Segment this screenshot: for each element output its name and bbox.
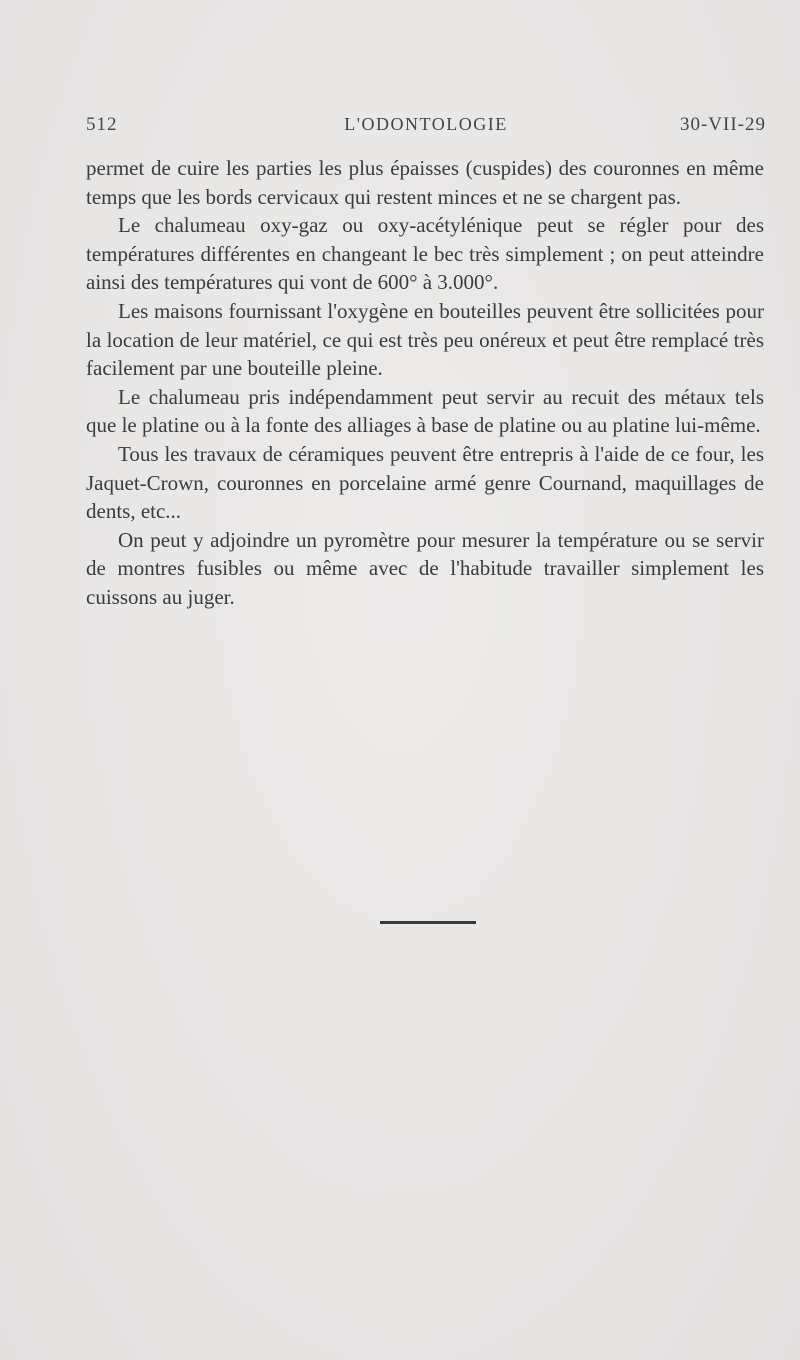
paragraph: Les maisons fournissant l'oxygène en bouteilles peuvent être sollicitées pour la location de leur matériel, ce qui est très peu onéreux et peut être remplacé très facilement par une bouteille pleine. <box>86 298 764 381</box>
paragraph: permet de cuire les parties les plus épaisses (cuspides) des couronnes en même temps que les bords cervicaux qui restent minces et ne se chargent pas. <box>86 156 764 209</box>
paragraph: Le chalumeau oxy-gaz ou oxy-acétylénique peut se régler pour des températures différentes en changeant le bec très simplement ; on peut atteindre ainsi des températures qui vont de 600° à 3.000°. <box>86 213 764 295</box>
issue-date: 30-VII-29 <box>679 114 766 135</box>
paragraph: Tous les travaux de céramiques peuvent être entrepris à l'aide de ce four, les Jaquet-Crown, couronnes en porcelaine armé genre Cournand, maquillages de dents, etc... <box>86 441 764 524</box>
body-text <box>86 154 764 612</box>
paragraph: Le chalumeau pris indépendamment peut servir au recuit des métaux tels que le platine ou à la fonte des alliages à base de platine ou au platine lui-même. <box>86 384 764 438</box>
section-end-rule <box>380 921 476 924</box>
running-head <box>86 114 766 142</box>
page-number: 512 <box>86 114 118 135</box>
paragraph: On peut y adjoindre un pyromètre pour mesurer la température ou se servir de montres fusibles ou même avec de l'habitude travailler simplement les cuissons au juger. <box>86 527 764 609</box>
journal-title: L'ODONTOLOGIE <box>344 114 508 134</box>
